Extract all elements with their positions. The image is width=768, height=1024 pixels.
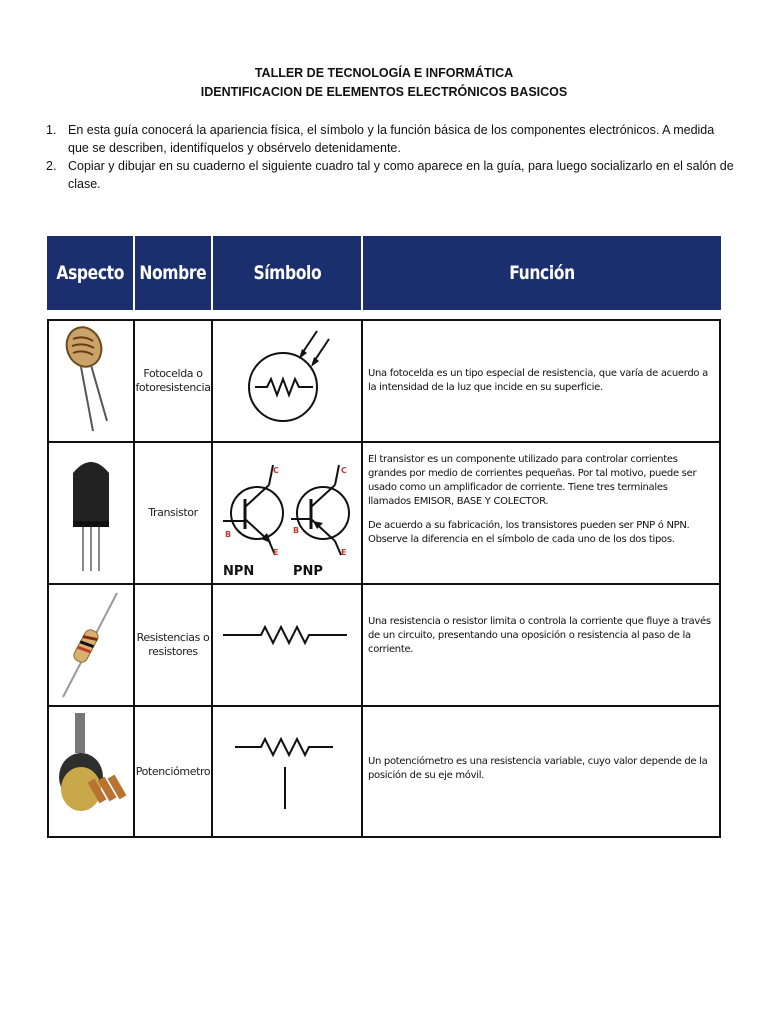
photocell-symbol — [213, 321, 361, 441]
component-name-cell: Fotocelda o fotoresistencia — [133, 319, 213, 443]
aspect-cell — [47, 441, 135, 585]
npn-label: NPN — [223, 564, 255, 579]
column-header-simbolo: Símbolo — [213, 236, 361, 310]
table-row — [47, 441, 721, 585]
document-title: TALLER DE TECNOLOGÍA E INFORMÁTICA — [254, 66, 514, 80]
potentiometer-symbol — [213, 707, 361, 836]
resistor-image — [49, 585, 133, 705]
components-table — [47, 236, 721, 838]
potentiometer-image — [49, 707, 133, 836]
table-row — [47, 319, 721, 443]
symbol-cell — [211, 441, 363, 585]
photocell-image — [49, 321, 133, 441]
aspect-cell — [47, 583, 135, 707]
instruction-text: En esta guía conocerá la apariencia física, el símbolo y la función básica de los componentes electrónicos. A medida que se describen, identifíquelos y obsérvelo detenidamente. — [68, 123, 715, 155]
function-cell: Una fotocelda es un tipo especial de resistencia, que varía de acuerdo a la intensidad de la luz que incide en su superficie. — [361, 319, 721, 443]
transistor-image — [49, 443, 133, 583]
table-row — [47, 583, 721, 707]
instruction-item — [46, 121, 736, 157]
transistor-symbols — [213, 443, 361, 583]
column-header-nombre: Nombre — [135, 236, 211, 310]
instruction-number: 2. — [46, 159, 57, 173]
instruction-number: 1. — [46, 123, 57, 137]
table-row — [47, 705, 721, 838]
emitter-label: E — [273, 548, 279, 557]
function-cell: Una resistencia o resistor limita o controla la corriente que fluye a través de un circuito, presentando una oposición o resistencia al paso de la corriente. — [361, 583, 721, 707]
symbol-cell — [211, 319, 363, 443]
pnp-label: PNP — [293, 564, 323, 579]
component-name-cell: Resistencias o resistores — [133, 583, 213, 707]
function-cell: Un potenciómetro es una resistencia variable, cuyo valor depende de la posición de su eje móvil. — [361, 705, 721, 838]
collector-label: C — [341, 466, 347, 475]
symbol-cell — [211, 705, 363, 838]
column-header-funcion: Función — [363, 236, 721, 310]
component-name-cell: Transistor — [133, 441, 213, 585]
base-label: B — [293, 526, 300, 535]
aspect-cell — [47, 319, 135, 443]
aspect-cell — [47, 705, 135, 838]
resistor-symbol — [213, 585, 361, 705]
collector-label: C — [273, 466, 279, 475]
instruction-item — [46, 157, 736, 193]
function-cell: El transistor es un componente utilizado para controlar corrientes grandes por medio de corrientes pequeñas. Por tal motivo, puede ser usado como un amplificador de corriente. Tiene tres terminales llamados EMISOR, BASE Y COLECTOR. De acuerdo a su fabricación, los transistores pueden ser PNP ó NPN. Observe la diferencia en el símbolo de cada uno de los dos tipos. — [361, 441, 721, 585]
base-label: B — [225, 530, 232, 539]
instruction-text: Copiar y dibujar en su cuaderno el siguiente cuadro tal y como aparece en la guía, para luego socializarlo en el salón de clase. — [68, 159, 734, 191]
component-name-cell: Potenciómetro — [133, 705, 213, 838]
document-subtitle: IDENTIFICACION DE ELEMENTOS ELECTRÓNICOS BASICOS — [200, 85, 568, 99]
column-header-aspecto: Aspecto — [47, 236, 133, 310]
symbol-cell — [211, 583, 363, 707]
emitter-label: E — [341, 548, 347, 557]
instruction-list — [46, 121, 736, 193]
